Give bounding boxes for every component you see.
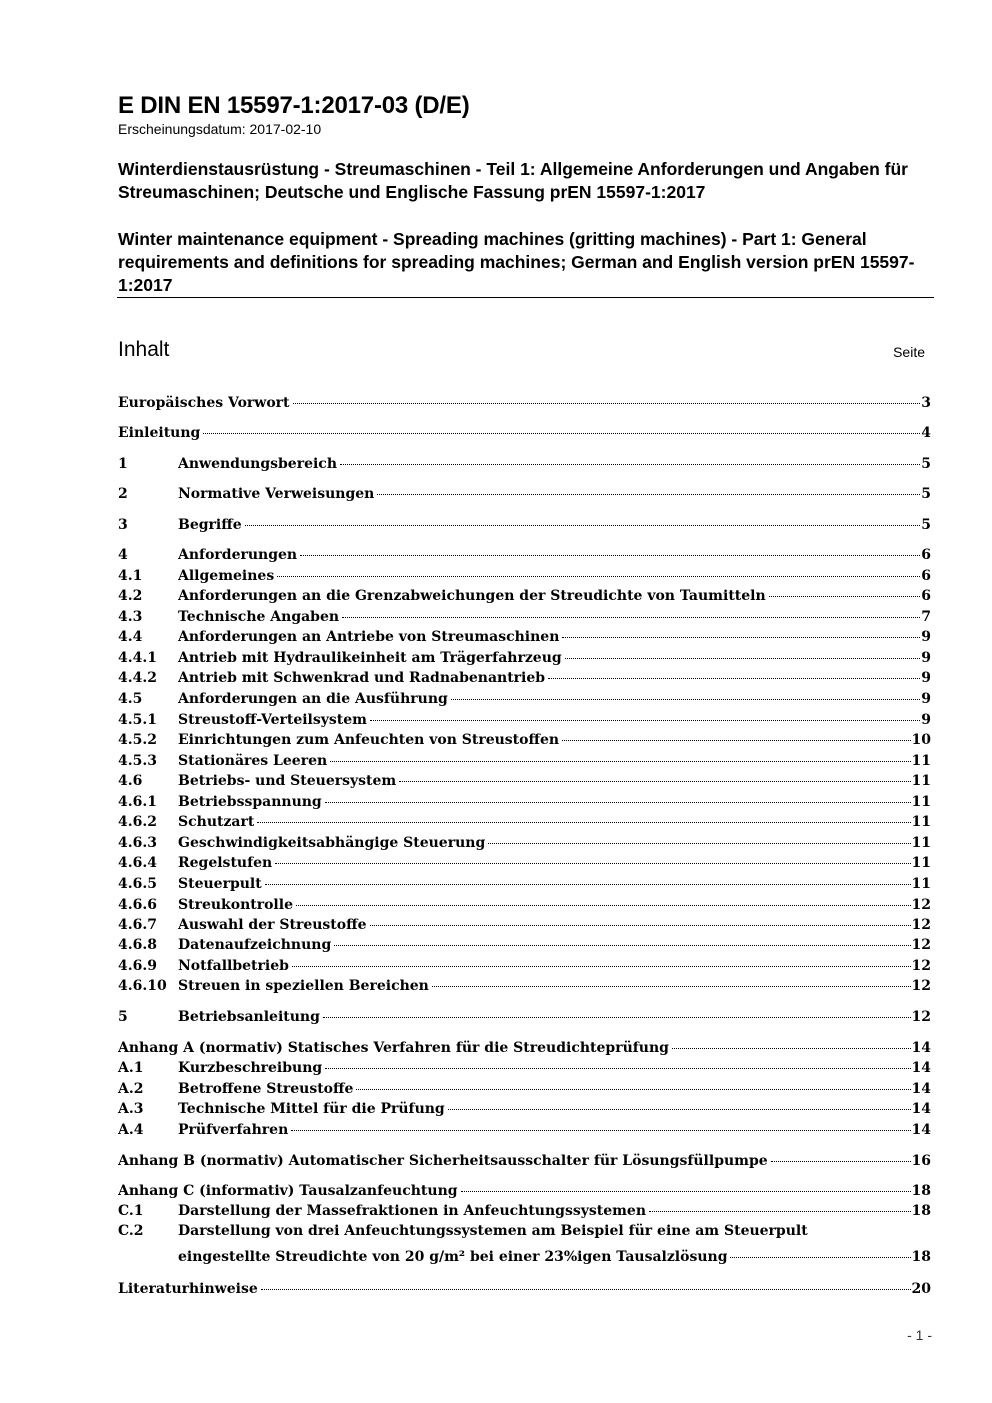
toc-entry-page: 11: [911, 814, 931, 830]
toc-entry-page: 16: [911, 1153, 931, 1169]
toc-entry-number: 4.6.7: [118, 917, 157, 933]
toc-entry[interactable]: [118, 1153, 931, 1173]
toc-entry-text: Streukontrolle: [178, 897, 293, 913]
toc-entry[interactable]: [118, 1223, 931, 1243]
toc-entry-number: 4: [118, 547, 128, 563]
toc-entry-number: 4.3: [118, 609, 143, 625]
toc-entry-number: 4.4.1: [118, 650, 157, 666]
toc-entry-text: Darstellung der Massefraktionen in Anfeuchtungssystemen: [178, 1203, 647, 1219]
toc-entry[interactable]: [118, 568, 931, 588]
toc-entry-page: 9: [921, 712, 931, 728]
toc-leader: [370, 720, 920, 721]
toc-entry-text: Betriebsanleitung: [178, 1009, 320, 1025]
document-id: E DIN EN 15597-1:2017-03 (D/E): [118, 92, 470, 119]
toc-leader: [488, 843, 910, 844]
toc-entry[interactable]: [118, 814, 931, 834]
toc-entry-text: Anforderungen an die Ausführung: [178, 691, 448, 707]
toc-leader: [562, 740, 910, 741]
toc-entry-text: Europäisches Vorwort: [118, 395, 290, 411]
toc-entry-text: Begriffe: [178, 517, 242, 533]
toc-entry-text: Anforderungen an die Grenzabweichungen der Streudichte von Taumitteln: [178, 588, 766, 604]
toc-entry-text: Anhang C (informativ) Tausalzanfeuchtung: [118, 1183, 458, 1199]
toc-leader: [275, 863, 910, 864]
toc-entry-page: 12: [911, 917, 931, 933]
toc-leader: [296, 905, 911, 906]
toc-leader: [330, 761, 910, 762]
toc-entry-text: Prüfverfahren: [178, 1122, 289, 1138]
toc-entry[interactable]: [118, 794, 931, 814]
toc-entry-number: A.1: [118, 1060, 144, 1076]
toc-entry-page: 18: [911, 1203, 931, 1219]
toc-entry-number: 4.6.5: [118, 876, 157, 892]
toc-entry[interactable]: [118, 609, 931, 629]
toc-entry-number: 1: [118, 456, 128, 472]
toc-entry[interactable]: [118, 1040, 931, 1060]
toc-entry-text: Technische Mittel für die Prüfung: [178, 1101, 445, 1117]
toc-entry-number: 2: [118, 486, 128, 502]
toc-leader: [261, 1289, 911, 1290]
toc-entry-number: 4.6.4: [118, 855, 157, 871]
toc-leader: [300, 555, 920, 556]
toc-entry-text: Geschwindigkeitsabhängige Steuerung: [178, 835, 486, 851]
toc-entry-text: Antrieb mit Hydraulikeinheit am Trägerfahrzeug: [178, 650, 562, 666]
toc-entry-page: 5: [921, 456, 931, 472]
toc-entry[interactable]: [118, 732, 931, 752]
toc-entry[interactable]: [118, 1101, 931, 1121]
toc-entry-page: 18: [911, 1183, 931, 1199]
toc-entry-text: eingestellte Streudichte von 20 g/m² bei einer 23%igen Tausalzlösung: [178, 1249, 728, 1265]
toc-leader: [565, 658, 921, 659]
toc-entry-number: 4.6.3: [118, 835, 157, 851]
toc-entry-page: 12: [911, 937, 931, 953]
toc-leader: [771, 1161, 911, 1162]
toc-leader: [203, 433, 920, 434]
toc-leader: [399, 781, 910, 782]
toc-leader: [356, 1089, 910, 1090]
toc-entry-number: 4.6.6: [118, 897, 157, 913]
publication-date: Erscheinungsdatum: 2017-02-10: [118, 121, 322, 137]
toc-entry-number: 4.2: [118, 588, 143, 604]
toc-entry-text: Einleitung: [118, 425, 201, 441]
toc-entry-page: 6: [921, 568, 931, 584]
toc-leader: [245, 525, 921, 526]
toc-entry-number: 5: [118, 1009, 128, 1025]
toc-entry[interactable]: [118, 517, 931, 537]
toc-entry-text: Antrieb mit Schwenkrad und Radnabenantrieb: [178, 670, 546, 686]
toc-entry[interactable]: [118, 629, 931, 649]
toc-entry[interactable]: [118, 650, 931, 670]
toc-entry-page: 11: [911, 876, 931, 892]
toc-entry-page: 14: [911, 1122, 931, 1138]
toc-leader: [672, 1048, 911, 1049]
toc-leader: [730, 1257, 910, 1258]
toc-leader: [649, 1211, 911, 1212]
toc-entry-page: 9: [921, 629, 931, 645]
toc-entry[interactable]: [118, 588, 931, 608]
toc-leader: [323, 1017, 911, 1018]
toc-entry-page: 5: [921, 486, 931, 502]
toc-entry-number: 4.6.8: [118, 937, 157, 953]
toc-leader: [334, 945, 910, 946]
toc-leader: [293, 403, 921, 404]
toc-entry[interactable]: [118, 1122, 931, 1142]
toc-entry-number: A.2: [118, 1081, 144, 1097]
toc-entry[interactable]: [118, 978, 931, 998]
toc-leader: [769, 596, 921, 597]
toc-entry-page: 12: [911, 978, 931, 994]
toc-leader: [325, 1068, 910, 1069]
toc-entry[interactable]: [118, 917, 931, 937]
toc-leader: [370, 925, 911, 926]
toc-entry-number: 4.5.3: [118, 753, 157, 769]
toc-entry-text: Anhang B (normativ) Automatischer Sicherheitsausschalter für Lösungsfüllpumpe: [118, 1153, 768, 1169]
toc-leader: [548, 678, 920, 679]
toc-entry-number: C.2: [118, 1223, 144, 1239]
toc-leader: [377, 494, 920, 495]
toc-entry[interactable]: [118, 670, 931, 690]
toc-entry-page: 6: [921, 588, 931, 604]
toc-entry-page: 11: [911, 855, 931, 871]
toc-entry[interactable]: [118, 958, 931, 978]
toc-entry-page: 20: [911, 1281, 931, 1297]
toc-leader: [257, 822, 910, 823]
toc-leader: [265, 884, 911, 885]
toc-leader: [451, 699, 920, 700]
toc-entry-text: Anhang A (normativ) Statisches Verfahren für die Streudichteprüfung: [118, 1040, 669, 1056]
toc-entry[interactable]: [118, 425, 931, 445]
toc-leader: [277, 576, 920, 577]
toc-entry-page: 9: [921, 691, 931, 707]
toc-entry-number: 4.6.1: [118, 794, 157, 810]
toc-entry-page: 11: [911, 835, 931, 851]
toc-leader: [292, 966, 911, 967]
toc-entry-text: Anforderungen an Antriebe von Streumaschinen: [178, 629, 560, 645]
toc-entry-number: 4.6.10: [118, 978, 167, 994]
toc-entry-page: 14: [911, 1060, 931, 1076]
toc-entry-page: 14: [911, 1040, 931, 1056]
toc-entry-text: Schutzart: [178, 814, 255, 830]
toc-entry-number: 3: [118, 517, 128, 533]
toc-entry-page: 9: [921, 650, 931, 666]
toc-leader: [448, 1109, 911, 1110]
toc-entry-page: 18: [911, 1249, 931, 1265]
toc-entry[interactable]: [118, 1009, 931, 1029]
toc-entry-text: Technische Angaben: [178, 609, 340, 625]
toc-entry-text: Steuerpult: [178, 876, 262, 892]
title-divider: [117, 297, 934, 298]
toc-entry[interactable]: [118, 937, 931, 957]
toc-leader: [325, 802, 911, 803]
toc-entry-page: 11: [911, 773, 931, 789]
toc-entry-text: Auswahl der Streustoffe: [178, 917, 367, 933]
toc-entry-text: Stationäres Leeren: [178, 753, 328, 769]
toc-entry[interactable]: [118, 897, 931, 917]
title-english: Winter maintenance equipment - Spreading machines (gritting machines) - Part 1: General requirements and definitions for spreading machines; German and English version prEN 15597-1:2017: [118, 229, 915, 295]
toc-entry-page: 12: [911, 958, 931, 974]
toc-entry-text: Literaturhinweise: [118, 1281, 258, 1297]
toc-entry[interactable]: [118, 395, 931, 415]
toc-entry[interactable]: [118, 835, 931, 855]
toc-entry-text: Einrichtungen zum Anfeuchten von Streustoffen: [178, 732, 560, 748]
toc-entry[interactable]: [118, 456, 931, 476]
toc-entry[interactable]: [118, 712, 931, 732]
toc-entry-number: A.4: [118, 1122, 144, 1138]
toc-entry-text: Regelstufen: [178, 855, 273, 871]
toc-entry-page: 12: [911, 897, 931, 913]
toc-entry-page: 9: [921, 670, 931, 686]
toc-entry[interactable]: [118, 1183, 931, 1203]
toc-leader: [340, 464, 920, 465]
toc-entry-text: Allgemeines: [178, 568, 275, 584]
toc-entry[interactable]: [118, 753, 931, 773]
toc-entry[interactable]: [118, 876, 931, 896]
toc-entry-text: Betroffene Streustoffe: [178, 1081, 354, 1097]
toc-entry-page: 12: [911, 1009, 931, 1025]
toc-entry-text: Darstellung von drei Anfeuchtungssystemen am Beispiel für eine am Steuerpult: [178, 1223, 808, 1239]
toc-entry[interactable]: [118, 486, 931, 506]
toc-entry[interactable]: [118, 773, 931, 793]
toc-page-column-label: Seite: [893, 344, 925, 360]
toc-entry[interactable]: [118, 1203, 931, 1223]
toc-entry-text: Betriebs- und Steuersystem: [178, 773, 397, 789]
toc-entry-text: Datenaufzeichnung: [178, 937, 332, 953]
toc-entry[interactable]: [118, 1060, 931, 1080]
toc-entry-page: 6: [921, 547, 931, 563]
toc-entry-page: 11: [911, 753, 931, 769]
toc-entry-text: Notfallbetrieb: [178, 958, 289, 974]
toc-entry-text: Streustoff-Verteilsystem: [178, 712, 367, 728]
toc-entry-text: Normative Verweisungen: [178, 486, 375, 502]
toc-entry-number: 4.4: [118, 629, 143, 645]
toc-entry-page: 7: [921, 609, 931, 625]
toc-entry-number: 4.1: [118, 568, 143, 584]
toc-leader: [342, 617, 920, 618]
toc-entry-page: 14: [911, 1101, 931, 1117]
toc-entry-continuation[interactable]: [178, 1249, 931, 1269]
toc-entry-text: Anforderungen: [178, 547, 298, 563]
toc-entry-number: A.3: [118, 1101, 144, 1117]
toc-entry-number: 4.5.2: [118, 732, 157, 748]
toc-entry-page: 5: [921, 517, 931, 533]
toc-leader: [562, 637, 920, 638]
toc-entry[interactable]: [118, 855, 931, 875]
toc-entry[interactable]: [118, 1081, 931, 1101]
toc-entry-number: 4.6.9: [118, 958, 157, 974]
toc-entry-number: C.1: [118, 1203, 144, 1219]
title-german: Winterdienstausrüstung - Streumaschinen - Teil 1: Allgemeine Anforderungen und Angaben für Streumaschinen; Deutsche und Englische Fassung prEN 15597-1:2017: [118, 159, 908, 202]
toc-entry-number: 4.5.1: [118, 712, 157, 728]
toc-entry-text: Betriebsspannung: [178, 794, 322, 810]
toc-leader: [291, 1130, 910, 1131]
toc-entry-page: 14: [911, 1081, 931, 1097]
toc-entry-page: 11: [911, 794, 931, 810]
toc-entry-text: Kurzbeschreibung: [178, 1060, 323, 1076]
toc-entry-number: 4.5: [118, 691, 143, 707]
toc-entry[interactable]: [118, 691, 931, 711]
toc-entry-text: Streuen in speziellen Bereichen: [178, 978, 429, 994]
toc-entry-page: 4: [921, 425, 931, 441]
toc-entry-text: Anwendungsbereich: [178, 456, 337, 472]
toc-leader: [432, 986, 911, 987]
toc-entry-page: 10: [911, 732, 931, 748]
toc-entry[interactable]: [118, 547, 931, 567]
toc-entry-number: 4.6.2: [118, 814, 157, 830]
toc-entry[interactable]: [118, 1281, 931, 1301]
toc-entry-number: 4.6: [118, 773, 143, 789]
toc-entry-number: 4.4.2: [118, 670, 157, 686]
page-number: - 1 -: [907, 1327, 932, 1343]
toc-heading: Inhalt: [118, 338, 170, 361]
toc-entry-page: 3: [921, 395, 931, 411]
toc-leader: [461, 1191, 911, 1192]
